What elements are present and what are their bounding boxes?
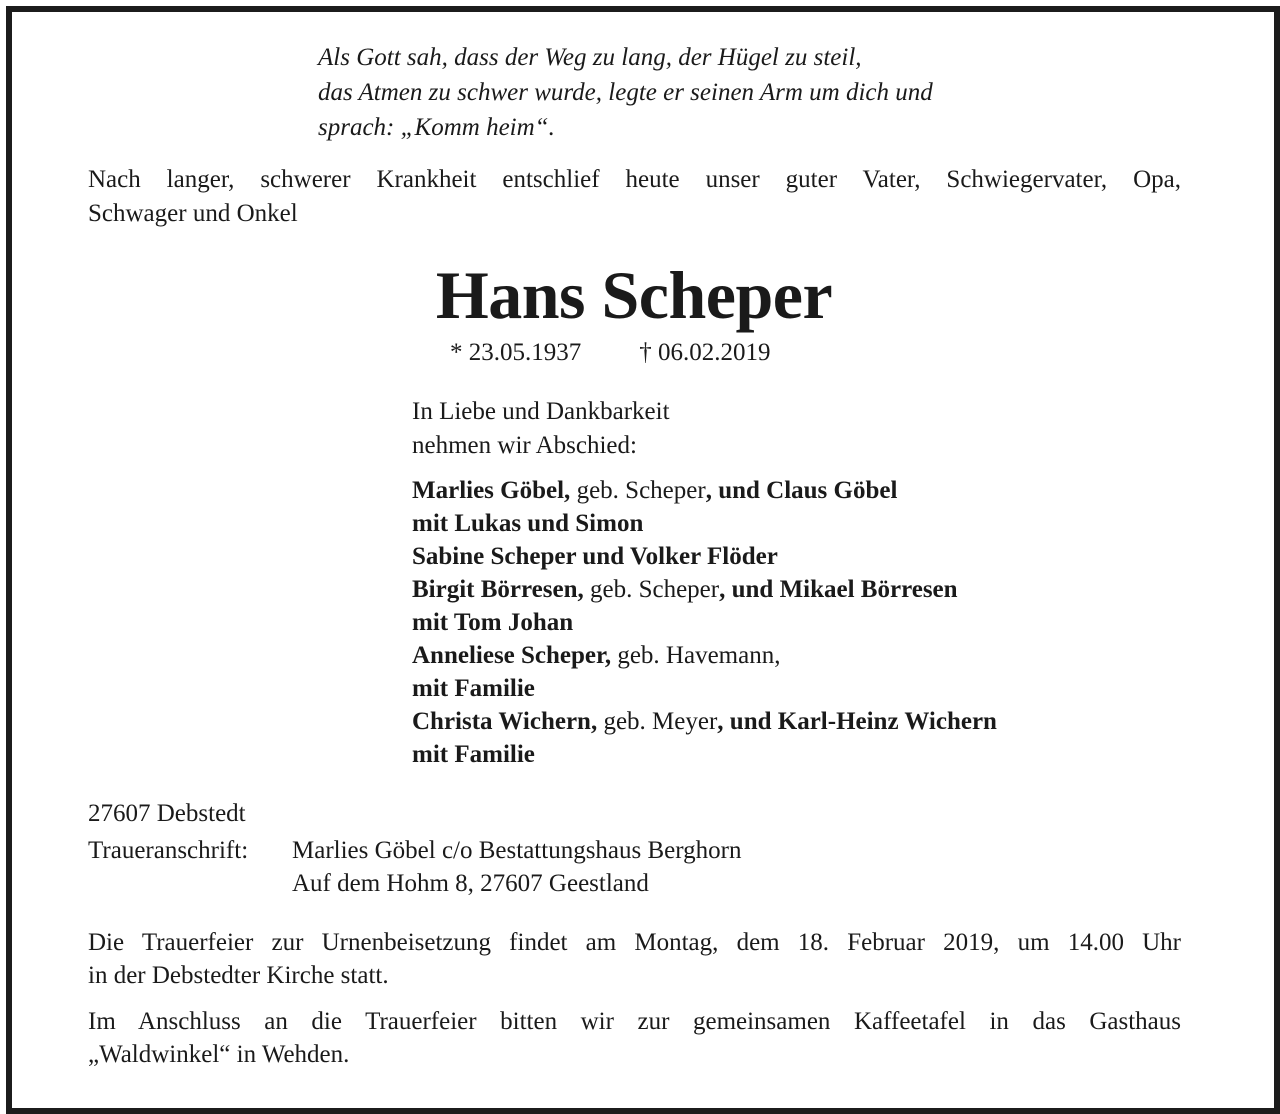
quote-line: sprach: „Komm heim“.	[318, 114, 555, 141]
mourner-name: Sabine Scheper und Volker Flöder	[412, 543, 778, 570]
farewell-line: nehmen wir Abschied:	[412, 432, 637, 459]
mourner-row	[412, 573, 997, 606]
death-date: † 06.02.2019	[639, 339, 771, 366]
mourner-maiden-name: geb. Scheper	[583, 576, 720, 603]
mourner-name: mit Lukas und Simon	[412, 510, 644, 537]
intro-text	[88, 163, 1181, 231]
reception-line: Im Anschluss an die Trauerfeier bitten wir zur gemeinsamen Kaffeetafel in das Gasthaus	[88, 1008, 1181, 1035]
mourner-maiden-name: geb. Meyer	[597, 708, 718, 735]
quote-line: das Atmen zu schwer wurde, legte er seinen Arm um dich und	[318, 79, 933, 106]
intro-line: Nach langer, schwerer Krankheit entschlief heute unser guter Vater, Schwiegervater, Opa,	[88, 166, 1181, 193]
mourner-partner: , und Mikael Börresen	[719, 576, 958, 603]
mourner-name: Marlies Göbel,	[412, 477, 571, 504]
mourner-name: Anneliese Scheper,	[412, 642, 612, 669]
location: 27607 Debstedt	[88, 800, 246, 827]
reception-line: „Waldwinkel“ in Wehden.	[88, 1041, 350, 1068]
mourner-name: mit Familie	[412, 741, 535, 768]
mourner-row	[412, 606, 997, 639]
intro-line: Schwager und Onkel	[88, 200, 298, 227]
mourning-address	[292, 834, 741, 900]
mourner-row	[412, 738, 997, 771]
mourner-row	[412, 540, 997, 573]
mourner-partner: , und Karl-Heinz Wichern	[717, 708, 997, 735]
mourning-address-label: Traueranschrift:	[88, 837, 249, 864]
address-line: Marlies Göbel c/o Bestattungshaus Berghorn	[292, 837, 742, 864]
mourner-row	[412, 705, 997, 738]
mourner-name: Birgit Börresen,	[412, 576, 584, 603]
mourner-partner: , und Claus Göbel	[705, 477, 898, 504]
mourner-row	[412, 474, 997, 507]
reception-info	[88, 1005, 1181, 1071]
mourner-row	[412, 507, 997, 540]
mourners-list	[412, 474, 997, 771]
deceased-name: Hans Scheper	[435, 257, 833, 333]
life-dates	[450, 336, 771, 370]
address-line: Auf dem Hohm 8, 27607 Geestland	[292, 870, 649, 897]
ceremony-line: in der Debstedter Kirche statt.	[88, 962, 389, 989]
farewell-line: In Liebe und Dankbarkeit	[412, 398, 670, 425]
mourner-maiden-name: geb. Scheper	[570, 477, 706, 504]
farewell-text	[412, 395, 670, 463]
ceremony-line: Die Trauerfeier zur Urnenbeisetzung findet am Montag, dem 18. Februar 2019, um 14.00 Uhr	[88, 929, 1181, 956]
quote-line: Als Gott sah, dass der Weg zu lang, der Hügel zu steil,	[318, 44, 862, 71]
mourner-row	[412, 672, 997, 705]
mourner-maiden-name: geb. Havemann,	[611, 642, 781, 669]
ceremony-info	[88, 926, 1181, 992]
mourner-name: mit Tom Johan	[412, 609, 574, 636]
mourner-name: Christa Wichern,	[412, 708, 598, 735]
quote-block	[318, 40, 933, 145]
mourner-row	[412, 639, 997, 672]
mourner-name: mit Familie	[412, 675, 535, 702]
birth-date: * 23.05.1937	[450, 339, 582, 366]
